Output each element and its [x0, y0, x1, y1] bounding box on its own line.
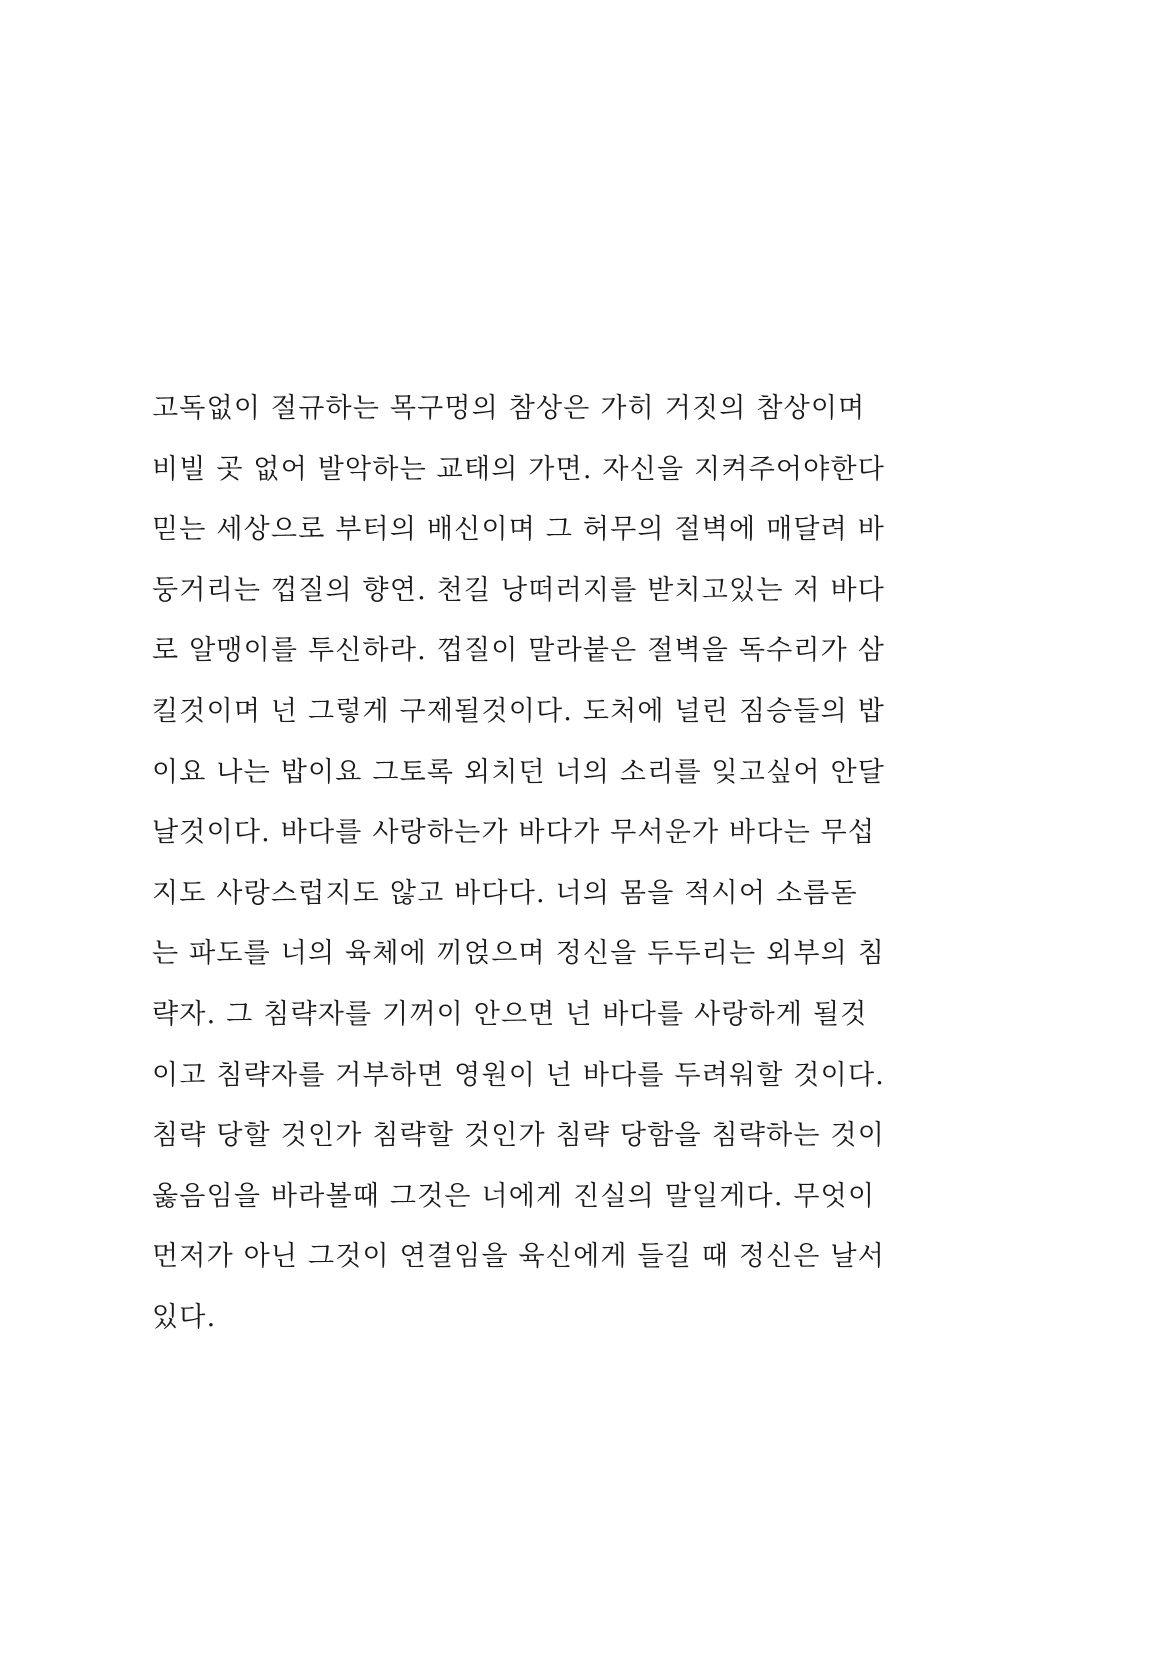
text-line: 지도 사랑스럽지도 않고 바다다. 너의 몸을 적시어 소름돋	[152, 877, 858, 909]
text-line: 날것이다. 바다를 사랑하는가 바다가 무서운가 바다는 무섭	[152, 817, 876, 849]
text-line: 로 알맹이를 투신하라. 껍질이 말라붙은 절벽을 독수리가 삼	[152, 635, 886, 667]
text-line: 킬것이며 넌 그렇게 구제될것이다. 도처에 널린 짐승들의 밥	[152, 695, 886, 727]
text-line: 믿는 세상으로 부터의 배신이며 그 허무의 절벽에 매달려 바	[152, 514, 886, 546]
poem-text-block	[152, 379, 972, 1349]
text-line: 고독없이 절규하는 목구멍의 참상은 가히 거짓의 참상이며	[152, 393, 866, 424]
text-line: 비빌 곳 없어 발악하는 교태의 가면. 자신을 지켜주어야한다	[152, 453, 886, 485]
text-line: 이요 나는 밥이요 그토록 외치던 너의 소리를 잊고싶어 안달	[152, 756, 886, 788]
text-line: 략자. 그 침략자를 기꺼이 안으면 넌 바다를 사랑하게 될것	[152, 998, 868, 1030]
text-line: 옳음임을 바라볼때 그것은 너에게 진실의 말일게다. 무엇이	[152, 1180, 876, 1212]
text-line: 는 파도를 너의 육체에 끼얹으며 정신을 두두리는 외부의 침	[152, 938, 886, 970]
text-line: 이고 침략자를 거부하면 영원이 넌 바다를 두려워할 것이다.	[152, 1059, 886, 1091]
text-line: 둥거리는 껍질의 향연. 천길 낭떠러지를 받치고있는 저 바다	[152, 574, 886, 606]
text-line: 먼저가 아닌 그것이 연결임을 육신에게 들길 때 정신은 날서	[152, 1241, 886, 1273]
text-line: 있다.	[152, 1301, 217, 1333]
text-line: 침략 당할 것인가 침략할 것인가 침략 당함을 침략하는 것이	[152, 1120, 886, 1152]
